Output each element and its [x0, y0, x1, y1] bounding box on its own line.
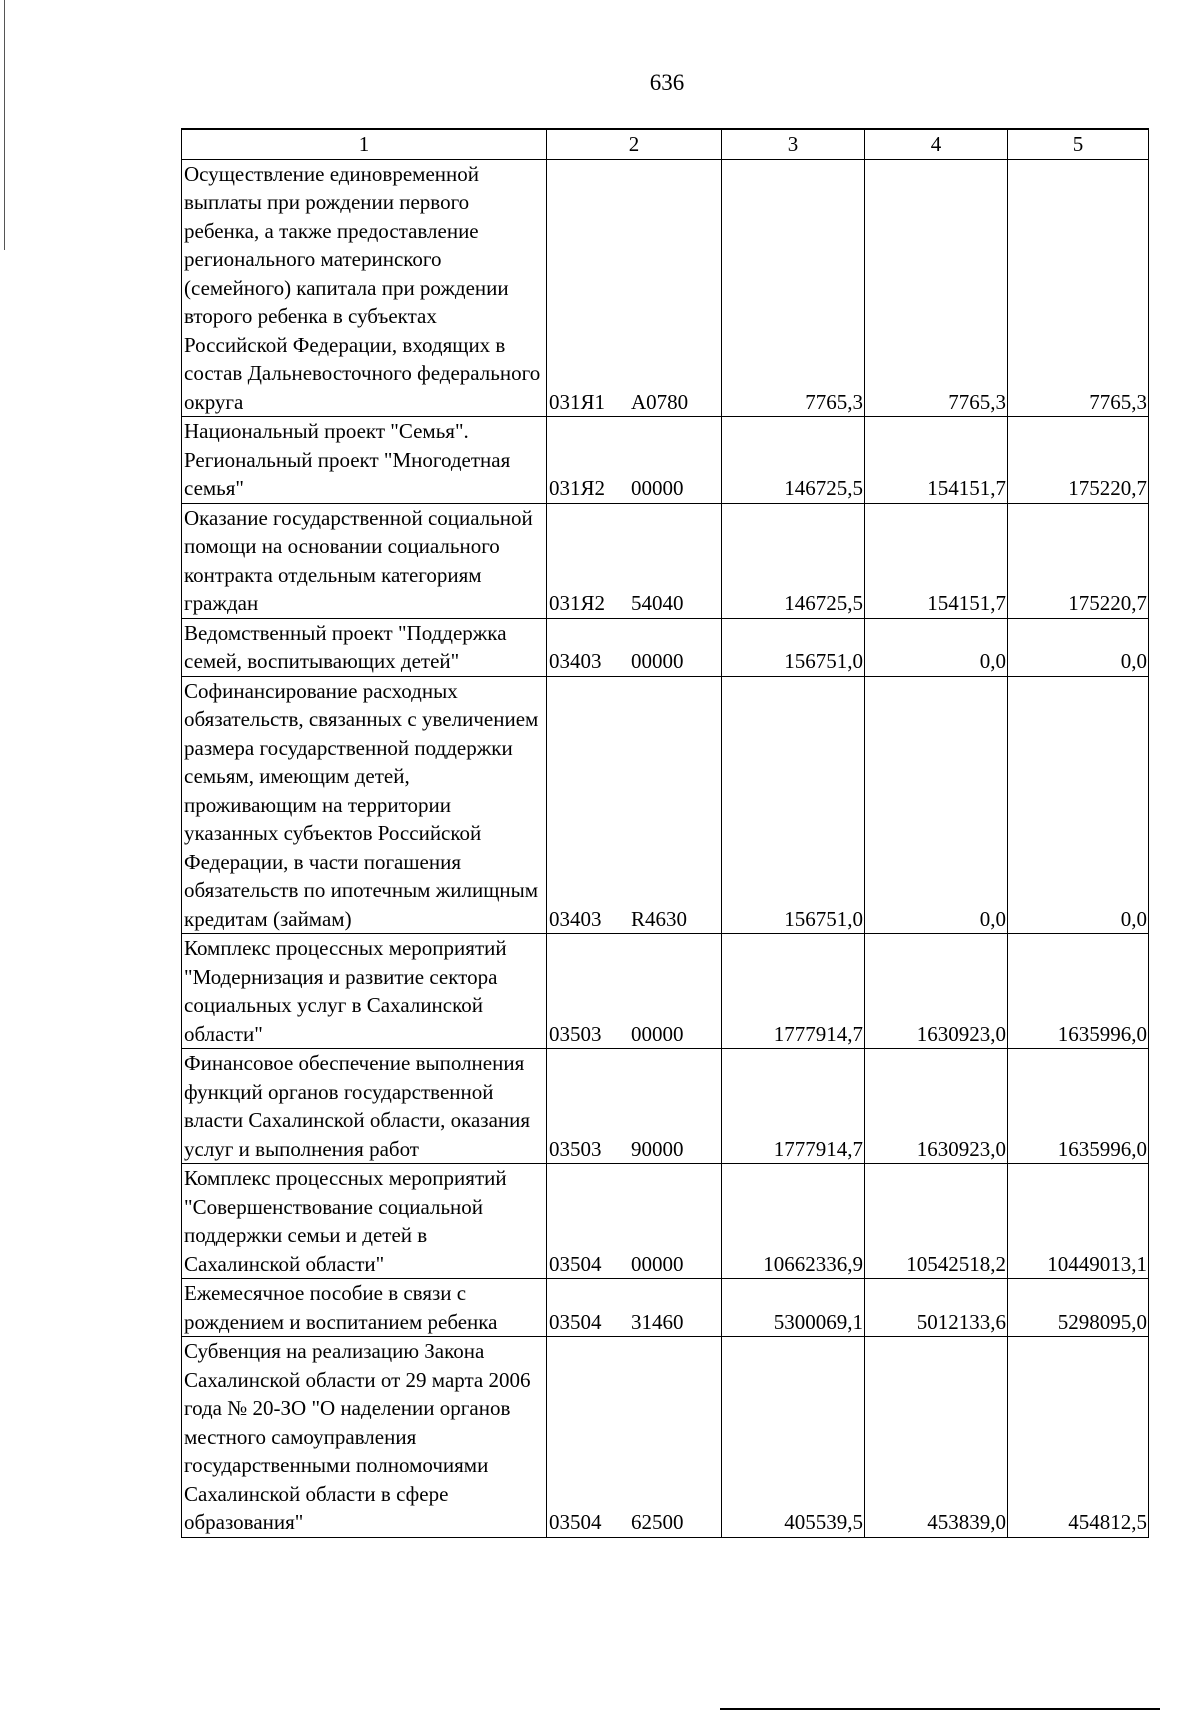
- row-value-col-4: 7765,3: [865, 159, 1008, 417]
- row-name: Финансовое обеспечение выполнения функций органов государственной власти Сахалинской области, оказания услуг и выполнения работ: [182, 1049, 547, 1164]
- table-row: [182, 1279, 1149, 1337]
- header-col-1: 1: [182, 129, 547, 159]
- row-value-col-5: 0,0: [1008, 618, 1149, 676]
- row-code-target: 03504: [549, 1510, 602, 1534]
- row-code-target: 031Я1: [549, 389, 606, 414]
- row-code-direction: 90000: [631, 1136, 684, 1161]
- table-row: [182, 676, 1149, 934]
- table-row: [182, 1337, 1149, 1538]
- row-code: [547, 417, 722, 504]
- table-row: [182, 503, 1149, 618]
- row-value-col-4: 5012133,6: [865, 1279, 1008, 1337]
- scan-margin-line: [4, 0, 5, 250]
- row-code: [547, 676, 722, 934]
- row-value-col-4: 453839,0: [865, 1337, 1008, 1538]
- row-value-col-3: 5300069,1: [722, 1279, 865, 1337]
- row-code-target: 031Я2: [549, 591, 606, 615]
- row-name: Ведомственный проект "Поддержка семей, воспитывающих детей": [182, 618, 547, 676]
- row-code-target: 03403: [549, 906, 602, 931]
- row-code-target: 031Я2: [549, 476, 606, 500]
- row-value-col-4: 10542518,2: [865, 1164, 1008, 1279]
- table-row: [182, 934, 1149, 1049]
- row-code-target: 03403: [549, 649, 602, 673]
- row-code: [547, 1279, 722, 1337]
- table-row: [182, 417, 1149, 504]
- row-name: Ежемесячное пособие в связи с рождением и воспитанием ребенка: [182, 1279, 547, 1337]
- row-code-direction: 62500: [631, 1510, 684, 1534]
- row-value-col-3: 146725,5: [722, 503, 865, 618]
- row-code-direction: 00000: [631, 649, 684, 673]
- row-code: [547, 503, 722, 618]
- row-value-col-4: 1630923,0: [865, 934, 1008, 1049]
- row-value-col-5: 175220,7: [1008, 417, 1149, 504]
- row-value-col-4: 1630923,0: [865, 1049, 1008, 1164]
- row-name: Комплекс процессных мероприятий "Модернизация и развитие сектора социальных услуг в Сахалинской области": [182, 934, 547, 1049]
- page-number: 636: [649, 70, 685, 95]
- row-name: Оказание государственной социальной помощи на основании социального контракта отдельным категориям граждан: [182, 503, 547, 618]
- budget-table: [181, 128, 1149, 1538]
- header-col-5: 5: [1008, 129, 1149, 159]
- row-name: Осуществление единовременной выплаты при рождении первого ребенка, а также предоставление регионального материнского (семейного) капитала при рождении второго ребенка в субъектах Российской Федерации, входящих в состав Дальневосточного федерального округа: [182, 159, 547, 417]
- row-value-col-3: 146725,5: [722, 417, 865, 504]
- row-value-col-5: 10449013,1: [1008, 1164, 1149, 1279]
- row-value-col-5: 7765,3: [1008, 159, 1149, 417]
- row-code-direction: 00000: [631, 1021, 684, 1046]
- row-value-col-4: 0,0: [865, 618, 1008, 676]
- row-value-col-5: 1635996,0: [1008, 1049, 1149, 1164]
- row-name: Субвенция на реализацию Закона Сахалинской области от 29 марта 2006 года № 20-ЗО "О наделении органов местного самоуправления государственными полномочиями Сахалинской области в сфере образования": [182, 1337, 547, 1538]
- row-code: [547, 934, 722, 1049]
- row-value-col-5: 175220,7: [1008, 503, 1149, 618]
- row-value-col-5: 0,0: [1008, 676, 1149, 934]
- row-value-col-3: 156751,0: [722, 618, 865, 676]
- table-body: [182, 159, 1149, 1537]
- header-col-2: 2: [547, 129, 722, 159]
- bottom-rule: [720, 1708, 1160, 1710]
- row-code-direction: 31460: [631, 1309, 684, 1334]
- row-value-col-3: 405539,5: [722, 1337, 865, 1538]
- row-code-direction: 54040: [631, 591, 684, 615]
- row-code-direction: R4630: [631, 906, 688, 931]
- row-code: [547, 159, 722, 417]
- table-row: [182, 159, 1149, 417]
- row-value-col-3: 1777914,7: [722, 934, 865, 1049]
- row-value-col-5: 1635996,0: [1008, 934, 1149, 1049]
- header-col-3: 3: [722, 129, 865, 159]
- row-code: [547, 1049, 722, 1164]
- row-value-col-3: 156751,0: [722, 676, 865, 934]
- table-row: [182, 1049, 1149, 1164]
- row-code: [547, 1337, 722, 1538]
- row-name: Национальный проект "Семья". Региональный проект "Многодетная семья": [182, 417, 547, 504]
- row-value-col-3: 10662336,9: [722, 1164, 865, 1279]
- row-code: [547, 1164, 722, 1279]
- row-value-col-3: 7765,3: [722, 159, 865, 417]
- row-code-target: 03504: [549, 1251, 602, 1276]
- row-code-target: 03503: [549, 1021, 602, 1046]
- row-value-col-5: 454812,5: [1008, 1337, 1149, 1538]
- row-code-target: 03504: [549, 1309, 602, 1334]
- header-col-4: 4: [865, 129, 1008, 159]
- row-name: Софинансирование расходных обязательств, связанных с увеличением размера государственной поддержки семьям, имеющим детей, проживающим на территории указанных субъектов Российской Федерации, в части погашения обязательств по ипотечным жилищным кредитам (займам): [182, 676, 547, 934]
- table-row: [182, 1164, 1149, 1279]
- table-header-row: [182, 129, 1149, 159]
- row-code-direction: 00000: [631, 476, 684, 500]
- row-code-direction: 00000: [631, 1251, 684, 1276]
- row-value-col-4: 154151,7: [865, 503, 1008, 618]
- row-value-col-4: 0,0: [865, 676, 1008, 934]
- row-code: [547, 618, 722, 676]
- row-value-col-3: 1777914,7: [722, 1049, 865, 1164]
- table-row: [182, 618, 1149, 676]
- row-value-col-5: 5298095,0: [1008, 1279, 1149, 1337]
- row-name: Комплекс процессных мероприятий "Совершенствование социальной поддержки семьи и детей в Сахалинской области": [182, 1164, 547, 1279]
- row-value-col-4: 154151,7: [865, 417, 1008, 504]
- row-code-target: 03503: [549, 1136, 602, 1161]
- row-code-direction: А0780: [631, 389, 689, 414]
